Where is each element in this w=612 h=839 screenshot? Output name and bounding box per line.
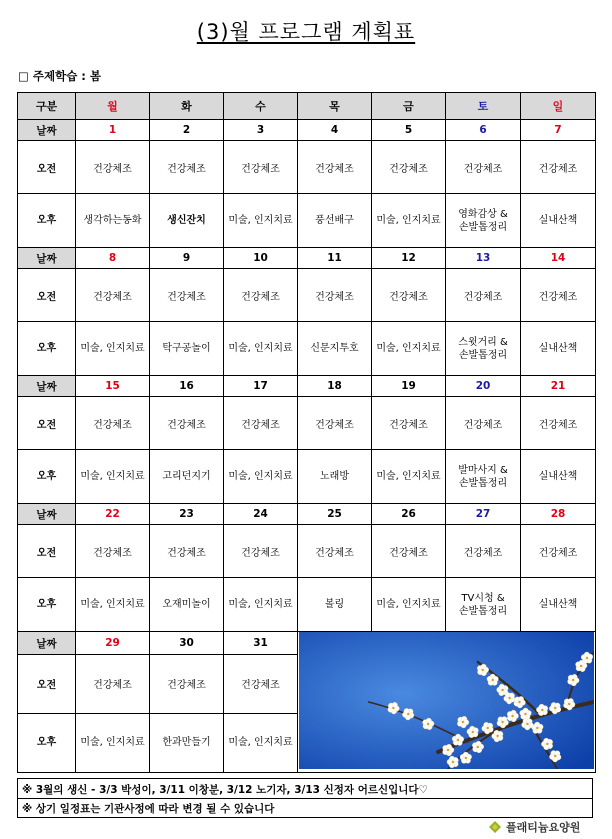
morning-activity: 건강체조 bbox=[150, 525, 224, 578]
morning-activity: 건강체조 bbox=[298, 269, 372, 322]
afternoon-activity: 영화감상 & 손발톱정리 bbox=[446, 194, 521, 248]
am-row bbox=[18, 397, 596, 450]
pm-row bbox=[18, 578, 596, 632]
header-day-mon: 월 bbox=[76, 93, 150, 120]
morning-activity: 건강체조 bbox=[224, 141, 298, 194]
date-cell: 13 bbox=[446, 248, 521, 269]
morning-activity: 건강체조 bbox=[76, 655, 150, 713]
date-cell: 22 bbox=[76, 504, 150, 525]
afternoon-activity: 노래방 bbox=[298, 450, 372, 504]
date-cell: 2 bbox=[150, 120, 224, 141]
header-day-tue: 화 bbox=[150, 93, 224, 120]
afternoon-activity: 미술, 인지치료 bbox=[224, 194, 298, 248]
afternoon-activity: 고리던지기 bbox=[150, 450, 224, 504]
morning-activity: 건강체조 bbox=[372, 397, 446, 450]
date-row bbox=[18, 504, 596, 525]
pm-label: 오후 bbox=[18, 713, 76, 773]
date-row bbox=[18, 248, 596, 269]
morning-activity: 건강체조 bbox=[224, 525, 298, 578]
date-label: 날짜 bbox=[18, 632, 76, 655]
afternoon-activity: 미술, 인지치료 bbox=[224, 578, 298, 632]
pm-row bbox=[18, 194, 596, 248]
date-cell: 8 bbox=[76, 248, 150, 269]
date-row bbox=[18, 632, 596, 655]
morning-activity: 건강체조 bbox=[150, 397, 224, 450]
afternoon-activity: 미술, 인지치료 bbox=[372, 194, 446, 248]
date-label: 날짜 bbox=[18, 376, 76, 397]
blossom-photo bbox=[298, 632, 596, 773]
page-title: (3)월 프로그램 계획표 bbox=[196, 20, 416, 44]
morning-activity: 건강체조 bbox=[446, 269, 521, 322]
pm-label: 오후 bbox=[18, 194, 76, 248]
date-cell: 17 bbox=[224, 376, 298, 397]
afternoon-activity: 미술, 인지치료 bbox=[76, 322, 150, 376]
morning-activity: 건강체조 bbox=[521, 525, 596, 578]
birthday-note: ※ 3월의 생신 - 3/3 박성이, 3/11 이창분, 3/12 노기자, 3/13 신정자 어르신입니다♡ bbox=[17, 778, 593, 798]
date-cell: 24 bbox=[224, 504, 298, 525]
afternoon-activity: 실내산책 bbox=[521, 578, 596, 632]
change-notice: ※ 상기 일정표는 기관사정에 따라 변경 될 수 있습니다 bbox=[17, 798, 593, 818]
afternoon-activity: 탁구공놀이 bbox=[150, 322, 224, 376]
header-day-wed: 수 bbox=[224, 93, 298, 120]
date-cell: 30 bbox=[150, 632, 224, 655]
date-cell: 10 bbox=[224, 248, 298, 269]
morning-activity: 건강체조 bbox=[76, 525, 150, 578]
morning-activity: 건강체조 bbox=[298, 525, 372, 578]
afternoon-activity: 생신잔치 bbox=[150, 194, 224, 248]
date-cell: 25 bbox=[298, 504, 372, 525]
date-cell: 20 bbox=[446, 376, 521, 397]
date-cell: 29 bbox=[76, 632, 150, 655]
afternoon-activity: 생각하는동화 bbox=[76, 194, 150, 248]
pm-label: 오후 bbox=[18, 578, 76, 632]
morning-activity: 건강체조 bbox=[76, 141, 150, 194]
afternoon-activity: 실내산책 bbox=[521, 194, 596, 248]
morning-activity: 건강체조 bbox=[446, 397, 521, 450]
header-day-sat: 토 bbox=[446, 93, 521, 120]
header-label: 구분 bbox=[18, 93, 76, 120]
morning-activity: 건강체조 bbox=[521, 397, 596, 450]
date-label: 날짜 bbox=[18, 504, 76, 525]
morning-activity: 건강체조 bbox=[224, 269, 298, 322]
afternoon-activity: 미술, 인지치료 bbox=[76, 713, 150, 773]
am-label: 오전 bbox=[18, 397, 76, 450]
header-row bbox=[18, 93, 596, 120]
date-cell: 11 bbox=[298, 248, 372, 269]
date-cell: 6 bbox=[446, 120, 521, 141]
afternoon-activity: 미술, 인지치료 bbox=[372, 450, 446, 504]
morning-activity: 건강체조 bbox=[224, 655, 298, 713]
afternoon-activity: TV시청 & 손발톱정리 bbox=[446, 578, 521, 632]
am-row bbox=[18, 525, 596, 578]
am-label: 오전 bbox=[18, 655, 76, 713]
date-cell: 26 bbox=[372, 504, 446, 525]
morning-activity: 건강체조 bbox=[521, 141, 596, 194]
date-cell: 18 bbox=[298, 376, 372, 397]
morning-activity: 건강체조 bbox=[521, 269, 596, 322]
logo-text: 플래티늄요양원 bbox=[506, 821, 581, 834]
afternoon-activity: 풍선배구 bbox=[298, 194, 372, 248]
afternoon-activity: 미술, 인지치료 bbox=[372, 578, 446, 632]
morning-activity: 건강체조 bbox=[298, 397, 372, 450]
morning-activity: 건강체조 bbox=[372, 525, 446, 578]
afternoon-activity: 미술, 인지치료 bbox=[76, 450, 150, 504]
theme-label: □ 주제학습 : 봄 bbox=[18, 69, 102, 83]
morning-activity: 건강체조 bbox=[150, 269, 224, 322]
afternoon-activity: 실내산책 bbox=[521, 450, 596, 504]
date-cell: 21 bbox=[521, 376, 596, 397]
date-cell: 1 bbox=[76, 120, 150, 141]
header-day-fri: 금 bbox=[372, 93, 446, 120]
date-cell: 31 bbox=[224, 632, 298, 655]
afternoon-activity: 발마사지 & 손발톱정리 bbox=[446, 450, 521, 504]
date-cell: 19 bbox=[372, 376, 446, 397]
am-label: 오전 bbox=[18, 141, 76, 194]
date-cell: 16 bbox=[150, 376, 224, 397]
morning-activity: 건강체조 bbox=[372, 141, 446, 194]
afternoon-activity: 미술, 인지치료 bbox=[76, 578, 150, 632]
afternoon-activity: 신문지투호 bbox=[298, 322, 372, 376]
date-row bbox=[18, 376, 596, 397]
date-cell: 27 bbox=[446, 504, 521, 525]
morning-activity: 건강체조 bbox=[372, 269, 446, 322]
afternoon-activity: 미술, 인지치료 bbox=[224, 713, 298, 773]
morning-activity: 건강체조 bbox=[76, 269, 150, 322]
header-day-sun: 일 bbox=[521, 93, 596, 120]
am-row bbox=[18, 141, 596, 194]
morning-activity: 건강체조 bbox=[150, 141, 224, 194]
afternoon-activity: 오재미놀이 bbox=[150, 578, 224, 632]
afternoon-activity: 스윗거리 & 손발톱정리 bbox=[446, 322, 521, 376]
am-label: 오전 bbox=[18, 269, 76, 322]
date-cell: 23 bbox=[150, 504, 224, 525]
cherry-blossom-image bbox=[299, 632, 594, 769]
date-label: 날짜 bbox=[18, 120, 76, 141]
afternoon-activity: 실내산책 bbox=[521, 322, 596, 376]
pm-label: 오후 bbox=[18, 450, 76, 504]
morning-activity: 건강체조 bbox=[150, 655, 224, 713]
morning-activity: 건강체조 bbox=[446, 525, 521, 578]
date-label: 날짜 bbox=[18, 248, 76, 269]
afternoon-activity: 미술, 인지치료 bbox=[224, 450, 298, 504]
morning-activity: 건강체조 bbox=[446, 141, 521, 194]
date-cell: 3 bbox=[224, 120, 298, 141]
date-cell: 12 bbox=[372, 248, 446, 269]
date-cell: 15 bbox=[76, 376, 150, 397]
afternoon-activity: 한과만들기 bbox=[150, 713, 224, 773]
am-row bbox=[18, 269, 596, 322]
schedule-table bbox=[17, 92, 596, 773]
date-cell: 28 bbox=[521, 504, 596, 525]
date-cell: 7 bbox=[521, 120, 596, 141]
leaf-logo-icon bbox=[488, 820, 502, 834]
pm-row bbox=[18, 322, 596, 376]
am-label: 오전 bbox=[18, 525, 76, 578]
facility-logo bbox=[488, 819, 580, 835]
morning-activity: 건강체조 bbox=[224, 397, 298, 450]
afternoon-activity: 볼링 bbox=[298, 578, 372, 632]
afternoon-activity: 미술, 인지치료 bbox=[224, 322, 298, 376]
date-row bbox=[18, 120, 596, 141]
date-cell: 5 bbox=[372, 120, 446, 141]
date-cell: 14 bbox=[521, 248, 596, 269]
date-cell: 4 bbox=[298, 120, 372, 141]
pm-label: 오후 bbox=[18, 322, 76, 376]
afternoon-activity: 미술, 인지치료 bbox=[372, 322, 446, 376]
date-cell: 9 bbox=[150, 248, 224, 269]
morning-activity: 건강체조 bbox=[76, 397, 150, 450]
morning-activity: 건강체조 bbox=[298, 141, 372, 194]
pm-row bbox=[18, 450, 596, 504]
header-day-thu: 목 bbox=[298, 93, 372, 120]
